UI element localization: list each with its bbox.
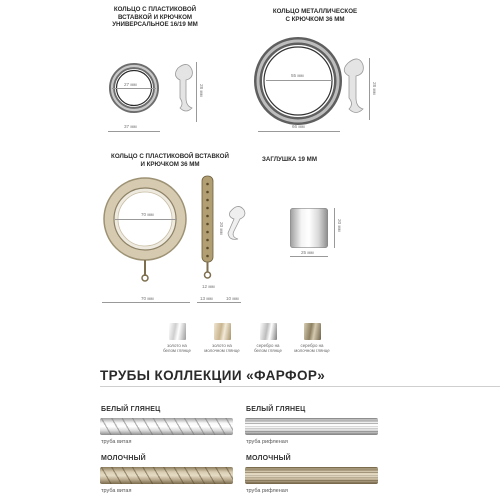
ring-small-caption-line2: ВСТАВКОЙ И КРЮЧКОМ — [117, 13, 193, 21]
ring-small-caption — [95, 6, 215, 29]
pipe-1-title: БЕЛЫЙ ГЛЯНЕЦ — [101, 406, 161, 413]
ring-metal-caption — [250, 8, 380, 23]
section-title: ТРУБЫ КОЛЛЕКЦИИ «ФАРФОР» — [100, 368, 326, 383]
ring-large-inner-dim: 70 мм — [141, 212, 154, 217]
pipe-2-title: БЕЛЫЙ ГЛЯНЕЦ — [246, 406, 306, 413]
pipe-3-title: МОЛОЧНЫЙ — [101, 455, 146, 462]
swatch-silver-milk — [304, 323, 321, 340]
pipe-3-subtitle: труба витая — [101, 488, 132, 494]
swatch-silver-white-label: серебро на белом глянце — [254, 343, 282, 354]
pipe-3-image — [100, 467, 233, 484]
pipe-1-image — [100, 418, 233, 435]
ring-metal-inner-dim: 55 мм — [291, 73, 304, 78]
pipe-4-image — [245, 467, 378, 484]
end-cap-height-dim: 20 мм — [337, 219, 342, 232]
ring-small-caption-line3: УНИВЕРСАЛЬНОЕ 16/19 ММ — [112, 21, 198, 28]
ring-large-width-a-dim: 13 мм — [200, 296, 213, 301]
pipe-4-subtitle: труба рифленая — [246, 488, 288, 494]
ring-large-image — [98, 172, 258, 290]
pipe-1-subtitle: труба витая — [101, 439, 132, 445]
ring-large-eye-dim: 12 мм — [202, 284, 215, 289]
swatch-gold-milk-label: золото на молочном глянце — [204, 343, 240, 354]
swatch-gold-white — [169, 323, 186, 340]
pipe-4-title: МОЛОЧНЫЙ — [246, 455, 291, 462]
ring-large-width-b-dim: 10 мм — [226, 296, 239, 301]
end-cap-width-dim: 25 мм — [301, 250, 314, 255]
ring-small-caption-line1: КОЛЬЦО С ПЛАСТИКОВОЙ — [113, 6, 197, 13]
ring-metal-caption-line2: С КРЮЧКОМ 36 ММ — [285, 15, 345, 23]
swatch-gold-white-label: золото на белом глянце — [163, 343, 191, 354]
ring-small-hook-dim: 28 мм — [199, 84, 204, 97]
end-cap-image — [290, 208, 328, 248]
end-cap-caption: ЗАГЛУШКА 19 ММ — [262, 156, 317, 163]
ring-large-caption-line2: И КРЮЧКОМ 36 ММ — [140, 160, 200, 168]
pipe-2-image — [245, 418, 378, 435]
ring-metal-outer-dim: 66 мм — [292, 124, 305, 129]
ring-large-caption-line1: КОЛЬЦО С ПЛАСТИКОВОЙ ВСТАВКОЙ — [111, 153, 229, 160]
section-divider — [100, 386, 500, 387]
ring-metal-caption-line1: КОЛЬЦО МЕТАЛЛИЧЕСКОЕ — [272, 8, 358, 15]
ring-small-image — [100, 58, 210, 128]
swatch-silver-white — [260, 323, 277, 340]
ring-large-caption — [95, 153, 245, 168]
ring-large-height-dim: 20 мм — [219, 222, 224, 235]
pipe-2-subtitle: труба рифленая — [246, 439, 288, 445]
swatch-gold-milk — [214, 323, 231, 340]
ring-metal-hook-dim: 28 мм — [372, 82, 377, 95]
swatch-silver-milk-label: серебро на молочном глянце — [294, 343, 330, 354]
ring-large-outer-dim: 70 мм — [141, 296, 154, 301]
ring-small-inner-dim: 27 мм — [124, 82, 137, 87]
ring-small-outer-dim: 37 мм — [124, 124, 137, 129]
